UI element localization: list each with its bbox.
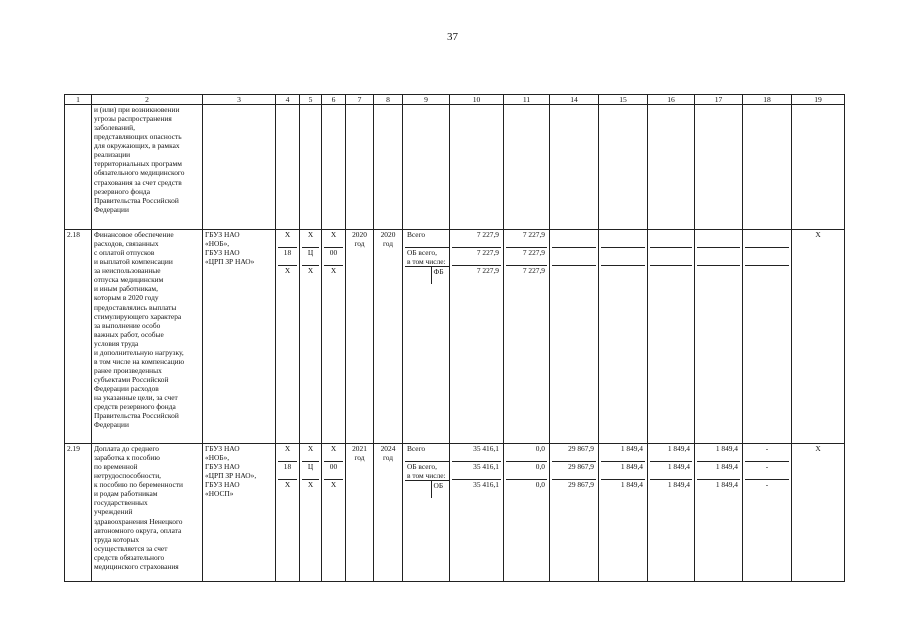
sub-value: 1 849,4: [601, 462, 645, 480]
sub-value: Х: [324, 230, 343, 248]
funding-source-code: ОБ: [431, 481, 450, 499]
sub-value: -: [745, 444, 789, 462]
table-body: [65, 95, 845, 582]
sub-value: Х: [302, 230, 319, 248]
sub-values: [601, 444, 645, 497]
activity-description: Доплата до среднего заработка к пособию по временной нетрудоспособности, к пособию по беременности и родам работникам государственных учреждений здравоохранения Ненецкого автономного округа, оплата труда которых осуществляется за счет средств обязательного медицинского страхования: [92, 444, 203, 582]
amount-year-3: [599, 444, 648, 582]
sub-value: [601, 248, 645, 266]
sub-value: [552, 248, 596, 266]
code-col-4: [276, 444, 300, 582]
sub-value: 1 849,4: [601, 444, 645, 462]
funding-label: Всего: [405, 444, 450, 462]
amount-total: [450, 444, 504, 582]
sub-value: [601, 230, 645, 248]
sub-value: [650, 248, 692, 266]
sub-value: 7 227,9: [506, 230, 547, 248]
indicator-ref: Х: [792, 230, 845, 444]
column-number: 18: [743, 95, 792, 105]
sub-value: Х: [324, 444, 343, 462]
sub-values: [302, 444, 319, 497]
sub-values: [506, 230, 547, 283]
sub-value: Ц: [302, 462, 319, 480]
amount-year-3: [599, 230, 648, 444]
executor: ГБУЗ НАО «НОБ», ГБУЗ НАО «ЦРП ЗР НАО», ГБУЗ НАО «НОСП»: [203, 444, 276, 582]
sub-value: Х: [307, 266, 314, 276]
sub-value: [650, 230, 692, 248]
funding-source: [403, 444, 450, 582]
sub-value: [697, 230, 740, 248]
indicator-ref: Х: [792, 444, 845, 582]
sub-value: 1 849,4: [650, 462, 692, 480]
funding-label: ОБ всего, в том числе:: [405, 462, 450, 481]
sub-values: [601, 230, 645, 283]
column-number: 3: [203, 95, 276, 105]
column-number: 1: [65, 95, 92, 105]
cell-num: [65, 105, 92, 230]
sub-value: 0,0: [535, 480, 545, 490]
sub-value: [697, 266, 740, 284]
sub-value: [745, 248, 789, 266]
sub-value: [697, 248, 740, 266]
column-number: 17: [695, 95, 743, 105]
column-number: 19: [792, 95, 845, 105]
sub-value: [745, 266, 789, 284]
sub-value: Х: [284, 480, 291, 490]
sub-values: [278, 230, 297, 283]
sub-value: 7 227,9: [506, 248, 547, 266]
sub-values: [278, 444, 297, 497]
continuation-row: [65, 105, 845, 230]
column-number: 2: [92, 95, 203, 105]
amount-year-1: [504, 230, 550, 444]
sub-values: [650, 230, 692, 283]
sub-value: 29 867,9: [552, 444, 596, 462]
sub-values: [506, 444, 547, 497]
column-number: 7: [346, 95, 374, 105]
sub-value: -: [765, 480, 769, 490]
row-number: 2.18: [65, 230, 92, 444]
sub-value: Х: [307, 480, 314, 490]
column-number: 8: [374, 95, 403, 105]
sub-value: -: [745, 462, 789, 480]
sub-value: 29 867,9: [552, 462, 596, 480]
column-number: 9: [403, 95, 450, 105]
sub-value: 0,0: [506, 462, 547, 480]
sub-value: Ц: [302, 248, 319, 266]
column-number: 6: [322, 95, 346, 105]
amount-year-2: [550, 230, 599, 444]
sub-value: 7 227,9: [452, 230, 501, 248]
sub-values: [452, 444, 501, 497]
sub-value: 18: [278, 248, 297, 266]
sub-value: Х: [330, 266, 337, 276]
code-col-5: [300, 230, 322, 444]
sub-value: 1 849,4: [620, 480, 643, 490]
sub-value: [552, 266, 596, 284]
sub-value: [745, 230, 789, 248]
year-end: 2020 год: [374, 230, 403, 444]
program-table: [64, 94, 845, 582]
sub-value: 35 416,1: [452, 444, 501, 462]
sub-value: 0,0: [506, 444, 547, 462]
funding-label: Всего: [405, 230, 450, 248]
sub-values: [745, 444, 789, 497]
sub-value: [552, 230, 596, 248]
code-col-5: [300, 444, 322, 582]
sub-values: [552, 444, 596, 497]
sub-value: Х: [284, 266, 291, 276]
amount-year-5: [695, 444, 743, 582]
amount-year-5: [695, 230, 743, 444]
continued-description: и (или) при возникновении угрозы распространения заболеваний, представляющих опасность для окружающих, в рамках реализации территориальных программ обязательного медицинского страхования за счет средств резервного фонда Правительства Российской Федерации: [92, 105, 203, 230]
sub-value: [650, 266, 692, 284]
sub-values: [745, 230, 789, 283]
activity-description: Финансовое обеспечение расходов, связанных с оплатой отпусков и выплатой компенсации за неиспользованные отпуска медицинским и иным работникам, которым в 2020 году предоставлялись выплаты стимулирующего характера за выполнение особо важных работ, особые условия труда и дополнительную нагрузку, в том числе на компенсацию ранее произведенных субъектами Российской Федерации расходов на указанные цели, за счет средств резервного фонда Правительства Российской Федерации: [92, 230, 203, 444]
sub-value: 7 227,9: [452, 248, 501, 266]
column-number: 11: [504, 95, 550, 105]
sub-values: [324, 444, 343, 497]
amount-year-6: [743, 230, 792, 444]
code-col-4: [276, 230, 300, 444]
sub-value: Х: [302, 444, 319, 462]
column-number: 4: [276, 95, 300, 105]
amount-year-4: [648, 230, 695, 444]
column-number: 14: [550, 95, 599, 105]
sub-values: [697, 444, 740, 497]
amount-year-1: [504, 444, 550, 582]
row-number: 2.19: [65, 444, 92, 582]
sub-value: 18: [278, 462, 297, 480]
table-row: [65, 444, 845, 582]
executor: ГБУЗ НАО «НОБ», ГБУЗ НАО «ЦРП ЗР НАО»: [203, 230, 276, 444]
page-number: 37: [447, 31, 458, 43]
funding-indent: [405, 481, 431, 499]
column-number: 10: [450, 95, 504, 105]
sub-value: 00: [324, 248, 343, 266]
sub-value: 1 849,4: [715, 480, 738, 490]
sub-value: 7 227,9: [522, 266, 545, 276]
funding-source: [403, 230, 450, 444]
amount-year-6: [743, 444, 792, 582]
year-start: 2020 год: [346, 230, 374, 444]
sub-value: Х: [278, 230, 297, 248]
year-start: 2021 год: [346, 444, 374, 582]
sub-value: 1 849,4: [667, 480, 690, 490]
sub-values: [302, 230, 319, 283]
amount-total: [450, 230, 504, 444]
sub-value: 1 849,4: [697, 462, 740, 480]
sub-value: [601, 266, 645, 284]
column-number: 16: [648, 95, 695, 105]
sub-values: [324, 230, 343, 283]
sub-values: [552, 230, 596, 283]
funding-label: ОБ всего, в том числе:: [405, 248, 450, 267]
column-number: 5: [300, 95, 322, 105]
sub-value: Х: [330, 480, 337, 490]
year-end: 2024 год: [374, 444, 403, 582]
code-col-6: [322, 444, 346, 582]
sub-value: 7 227,9: [476, 266, 499, 276]
sub-value: 1 849,4: [650, 444, 692, 462]
column-number: 15: [599, 95, 648, 105]
table-row: [65, 230, 845, 444]
sub-value: 29 867,9: [568, 480, 594, 490]
sub-values: [452, 230, 501, 283]
funding-source-code: ФБ: [431, 267, 450, 285]
sub-value: 35 416,1: [452, 462, 501, 480]
sub-values: [650, 444, 692, 497]
sub-value: 35 416,1: [473, 480, 499, 490]
amount-year-4: [648, 444, 695, 582]
amount-year-2: [550, 444, 599, 582]
sub-value: Х: [278, 444, 297, 462]
sub-values: [697, 230, 740, 283]
funding-indent: [405, 267, 431, 285]
code-col-6: [322, 230, 346, 444]
column-number-row: [65, 95, 845, 105]
sub-value: 00: [324, 462, 343, 480]
sub-value: 1 849,4: [697, 444, 740, 462]
